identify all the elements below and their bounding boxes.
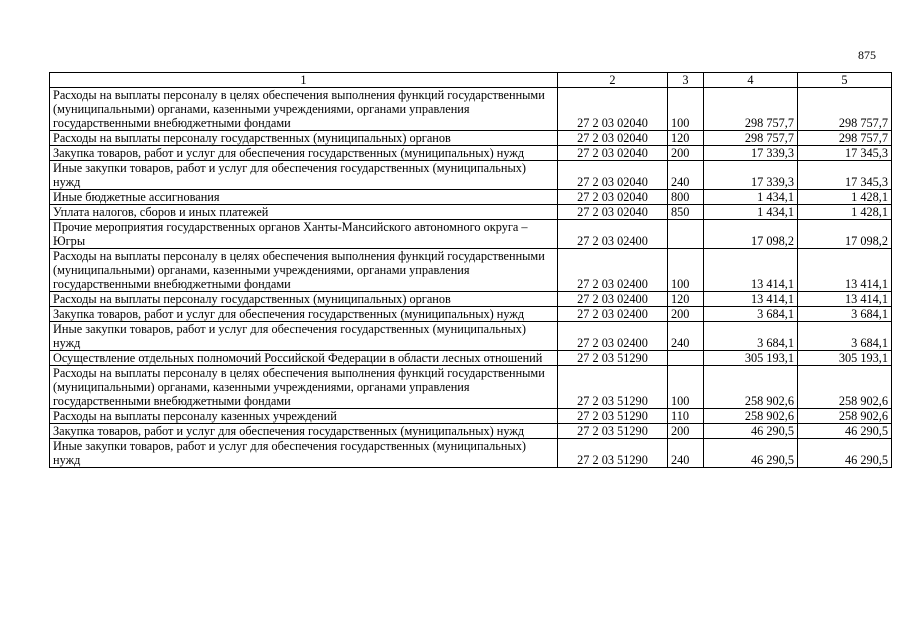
table-row (50, 249, 892, 292)
expense-name-cell: Закупка товаров, работ и услуг для обеспечения государственных (муниципальных) нужд (50, 146, 558, 161)
expense-type-cell (668, 351, 704, 366)
amount-col5-cell: 298 757,7 (798, 131, 892, 146)
expense-type-cell: 110 (668, 409, 704, 424)
amount-col5-cell: 17 345,3 (798, 161, 892, 190)
expense-type-cell: 240 (668, 161, 704, 190)
target-code-cell: 27 2 03 51290 (558, 351, 668, 366)
amount-col4-cell: 1 434,1 (704, 205, 798, 220)
table-row (50, 366, 892, 409)
expense-type-cell: 200 (668, 307, 704, 322)
amount-col5-cell: 17 345,3 (798, 146, 892, 161)
target-code-cell: 27 2 03 51290 (558, 366, 668, 409)
expense-type-cell: 200 (668, 424, 704, 439)
table-row (50, 161, 892, 190)
amount-col5-cell: 13 414,1 (798, 292, 892, 307)
amount-col4-cell: 258 902,6 (704, 409, 798, 424)
amount-col4-cell: 17 339,3 (704, 161, 798, 190)
amount-col4-cell: 17 098,2 (704, 220, 798, 249)
expense-name-cell: Уплата налогов, сборов и иных платежей (50, 205, 558, 220)
amount-col4-cell: 3 684,1 (704, 322, 798, 351)
amount-col5-cell: 13 414,1 (798, 249, 892, 292)
target-code-cell: 27 2 03 02040 (558, 146, 668, 161)
expense-type-cell: 120 (668, 131, 704, 146)
amount-col5-cell: 1 428,1 (798, 205, 892, 220)
amount-col5-cell: 305 193,1 (798, 351, 892, 366)
table-row (50, 292, 892, 307)
expense-name-cell: Иные закупки товаров, работ и услуг для обеспечения государственных (муниципальных) нужд (50, 161, 558, 190)
column-header: 5 (798, 73, 892, 88)
expense-type-cell: 850 (668, 205, 704, 220)
amount-col5-cell: 17 098,2 (798, 220, 892, 249)
amount-col5-cell: 46 290,5 (798, 439, 892, 468)
target-code-cell: 27 2 03 02040 (558, 131, 668, 146)
expense-type-cell: 120 (668, 292, 704, 307)
target-code-cell: 27 2 03 02400 (558, 249, 668, 292)
amount-col4-cell: 3 684,1 (704, 307, 798, 322)
expense-name-cell: Закупка товаров, работ и услуг для обеспечения государственных (муниципальных) нужд (50, 307, 558, 322)
target-code-cell: 27 2 03 02040 (558, 205, 668, 220)
table-row (50, 439, 892, 468)
amount-col4-cell: 258 902,6 (704, 366, 798, 409)
amount-col4-cell: 17 339,3 (704, 146, 798, 161)
target-code-cell: 27 2 03 02040 (558, 190, 668, 205)
amount-col5-cell: 1 428,1 (798, 190, 892, 205)
table-row (50, 88, 892, 131)
target-code-cell: 27 2 03 02040 (558, 161, 668, 190)
expense-name-cell: Иные бюджетные ассигнования (50, 190, 558, 205)
budget-table (49, 72, 892, 468)
expense-type-cell: 200 (668, 146, 704, 161)
target-code-cell: 27 2 03 02400 (558, 292, 668, 307)
expense-name-cell: Расходы на выплаты персоналу в целях обеспечения выполнения функций государственными (муниципальными) органами, казенными учреждениями, органами управления государственными внебюджетными фондами (50, 249, 558, 292)
expense-type-cell: 100 (668, 366, 704, 409)
amount-col5-cell: 3 684,1 (798, 322, 892, 351)
expense-name-cell: Расходы на выплаты персоналу государственных (муниципальных) органов (50, 292, 558, 307)
expense-name-cell: Иные закупки товаров, работ и услуг для обеспечения государственных (муниципальных) нужд (50, 439, 558, 468)
column-header: 1 (50, 73, 558, 88)
expense-type-cell: 100 (668, 88, 704, 131)
expense-name-cell: Расходы на выплаты персоналу государственных (муниципальных) органов (50, 131, 558, 146)
amount-col5-cell: 46 290,5 (798, 424, 892, 439)
target-code-cell: 27 2 03 02400 (558, 220, 668, 249)
expense-type-cell: 240 (668, 439, 704, 468)
amount-col4-cell: 46 290,5 (704, 424, 798, 439)
table-row (50, 220, 892, 249)
table-row (50, 424, 892, 439)
expense-type-cell: 800 (668, 190, 704, 205)
expense-name-cell: Закупка товаров, работ и услуг для обеспечения государственных (муниципальных) нужд (50, 424, 558, 439)
amount-col4-cell: 46 290,5 (704, 439, 798, 468)
expense-name-cell: Прочие мероприятия государственных органов Ханты-Мансийского автономного округа – Югры (50, 220, 558, 249)
table-row (50, 351, 892, 366)
target-code-cell: 27 2 03 51290 (558, 409, 668, 424)
target-code-cell: 27 2 03 51290 (558, 439, 668, 468)
expense-name-cell: Осуществление отдельных полномочий Российской Федерации в области лесных отношений (50, 351, 558, 366)
amount-col4-cell: 305 193,1 (704, 351, 798, 366)
expense-type-cell (668, 220, 704, 249)
column-header: 3 (668, 73, 704, 88)
expense-name-cell: Иные закупки товаров, работ и услуг для обеспечения государственных (муниципальных) нужд (50, 322, 558, 351)
expense-name-cell: Расходы на выплаты персоналу в целях обеспечения выполнения функций государственными (муниципальными) органами, казенными учреждениями, органами управления государственными внебюджетными фондами (50, 366, 558, 409)
target-code-cell: 27 2 03 02400 (558, 307, 668, 322)
target-code-cell: 27 2 03 51290 (558, 424, 668, 439)
table-row (50, 307, 892, 322)
table-row (50, 190, 892, 205)
amount-col5-cell: 258 902,6 (798, 409, 892, 424)
expense-name-cell: Расходы на выплаты персоналу в целях обеспечения выполнения функций государственными (муниципальными) органами, казенными учреждениями, органами управления государственными внебюджетными фондами (50, 88, 558, 131)
table-row (50, 146, 892, 161)
amount-col4-cell: 13 414,1 (704, 249, 798, 292)
amount-col5-cell: 298 757,7 (798, 88, 892, 131)
expense-type-cell: 100 (668, 249, 704, 292)
column-header: 2 (558, 73, 668, 88)
amount-col4-cell: 1 434,1 (704, 190, 798, 205)
table-row (50, 322, 892, 351)
amount-col4-cell: 298 757,7 (704, 131, 798, 146)
expense-type-cell: 240 (668, 322, 704, 351)
amount-col4-cell: 298 757,7 (704, 88, 798, 131)
page-number: 875 (858, 48, 876, 62)
table-header-row (50, 73, 892, 88)
table-row (50, 205, 892, 220)
amount-col5-cell: 3 684,1 (798, 307, 892, 322)
target-code-cell: 27 2 03 02040 (558, 88, 668, 131)
amount-col4-cell: 13 414,1 (704, 292, 798, 307)
column-header: 4 (704, 73, 798, 88)
amount-col5-cell: 258 902,6 (798, 366, 892, 409)
table-row (50, 131, 892, 146)
expense-name-cell: Расходы на выплаты персоналу казенных учреждений (50, 409, 558, 424)
target-code-cell: 27 2 03 02400 (558, 322, 668, 351)
table-row (50, 409, 892, 424)
